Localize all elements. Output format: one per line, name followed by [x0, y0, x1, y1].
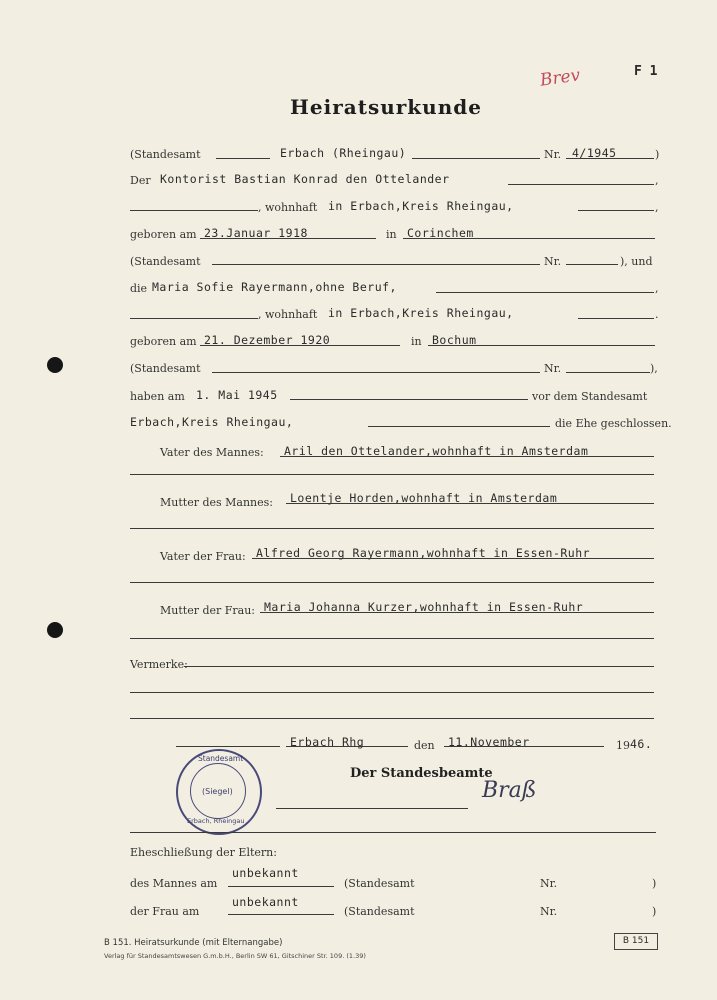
mother-bride: Maria Johanna Kurzer,wohnhaft in Essen-Ruhr: [264, 600, 584, 614]
groom-residence: in Erbach,Kreis Rheingau,: [328, 199, 514, 213]
father-bride: Alfred Georg Rayermann,wohnhaft in Essen-Ruhr: [256, 546, 591, 560]
official-title: Der Standesbeamte: [350, 766, 493, 781]
publisher: Verlag für Standesamtswesen G.m.b.H., Berlin SW 61, Gitschiner Str. 109. (1.39): [104, 952, 366, 960]
remarks-label: Vermerke:: [130, 658, 188, 671]
form-box-label: B 151: [614, 933, 658, 950]
father-bride-label: Vater der Frau:: [160, 550, 246, 563]
mother-bride-label: Mutter der Frau:: [160, 604, 255, 617]
parents-marriage-heading: Eheschließung der Eltern:: [130, 846, 277, 859]
bride-birth-place: Bochum: [432, 333, 477, 347]
signing-date: 11.November: [448, 735, 530, 749]
page-title: Heiratsurkunde: [290, 95, 482, 119]
registry-office: Erbach (Rheingau): [280, 146, 407, 160]
father-groom-label: Vater des Mannes:: [160, 446, 264, 459]
bride-residence: in Erbach,Kreis Rheingau,: [328, 306, 514, 320]
punch-hole-bottom: [47, 622, 63, 638]
bride-name: Maria Sofie Rayermann,ohne Beruf,: [152, 280, 397, 294]
document-page: Brev F 1 Heiratsurkunde (Standesamt Erbach (Rheingau) Nr. 4/1945 ) Der Kontorist Bastian Konrad den Ottelander , , wohnhaft in Erbach,Kreis Rheingau, , geboren am 23.Januar 1918 in Corinchem (Standesamt Nr. ), und die Maria Sofie Rayermann,ohne Beruf, , , wohnhaft in Erbach,Kreis Rheingau, . geboren am 21. Dezember 1920 in Bochum (Standesamt Nr. ), haben am 1. Mai 1945 vor dem Standesamt Erbach,Kreis Rheingau, die Ehe geschlossen. Vater des Mannes: Aril den Ottelander,wohnhaft in Amsterdam Mutter des Mannes: Loentje Horden,wohnhaft in Amsterdam Vater der Frau: Alfred Georg Rayermann,wohnhaft in Essen-Ruhr Mutter der Frau: Maria Johanna Kurzer,wohnhaft in Essen-Ruhr Vermerke: Erbach Rhg den 11.November 19 46. Der Standesbeamte Braß Standesamt (Siegel) Erbach, Rheingau Eheschließung der Eltern: des Mannes am unbekannt (Standesamt Nr. ) der Frau am unbekannt (Standesamt Nr. ) B 151. Heiratsurkunde (mit Elternangabe) Verlag für Standesamtswesen G.m.b.H., Berlin SW 61, Gitschiner Str. 109. (1.39) B 151: [0, 0, 717, 1000]
geboren-label: geboren am: [130, 228, 197, 241]
father-groom: Aril den Ottelander,wohnhaft in Amsterdam: [284, 444, 589, 458]
form-name: B 151. Heiratsurkunde (mit Elternangabe): [104, 938, 283, 948]
punch-hole-top: [47, 357, 63, 373]
wohnhaft-label: , wohnhaft: [258, 201, 318, 214]
marriage-office: Erbach,Kreis Rheingau,: [130, 415, 294, 429]
signing-place: Erbach Rhg: [290, 735, 365, 749]
mother-groom: Loentje Horden,wohnhaft in Amsterdam: [290, 491, 558, 505]
mother-groom-label: Mutter des Mannes:: [160, 496, 273, 509]
bride-birth-date: 21. Dezember 1920: [204, 333, 331, 347]
standesamt-label: (Standesamt: [130, 148, 201, 161]
nr-label: Nr.: [544, 148, 562, 161]
handwritten-note: Brev: [538, 65, 582, 91]
signing-year: 46.: [630, 737, 653, 751]
handwritten-signature: Braß: [482, 778, 537, 803]
certificate-number: 4/1945: [572, 146, 617, 160]
der-label: Der: [130, 174, 151, 187]
marriage-date: 1. Mai 1945: [196, 388, 278, 402]
form-code: F 1: [634, 64, 658, 79]
woman-parents-marriage: unbekannt: [232, 895, 299, 909]
groom-birth-place: Corinchem: [407, 226, 474, 240]
official-seal: Standesamt (Siegel) Erbach, Rheingau: [176, 749, 262, 835]
groom-name: Kontorist Bastian Konrad den Ottelander: [160, 172, 450, 186]
man-parents-marriage: unbekannt: [232, 866, 299, 880]
die-label: die: [130, 282, 148, 295]
groom-birth-date: 23.Januar 1918: [204, 226, 308, 240]
